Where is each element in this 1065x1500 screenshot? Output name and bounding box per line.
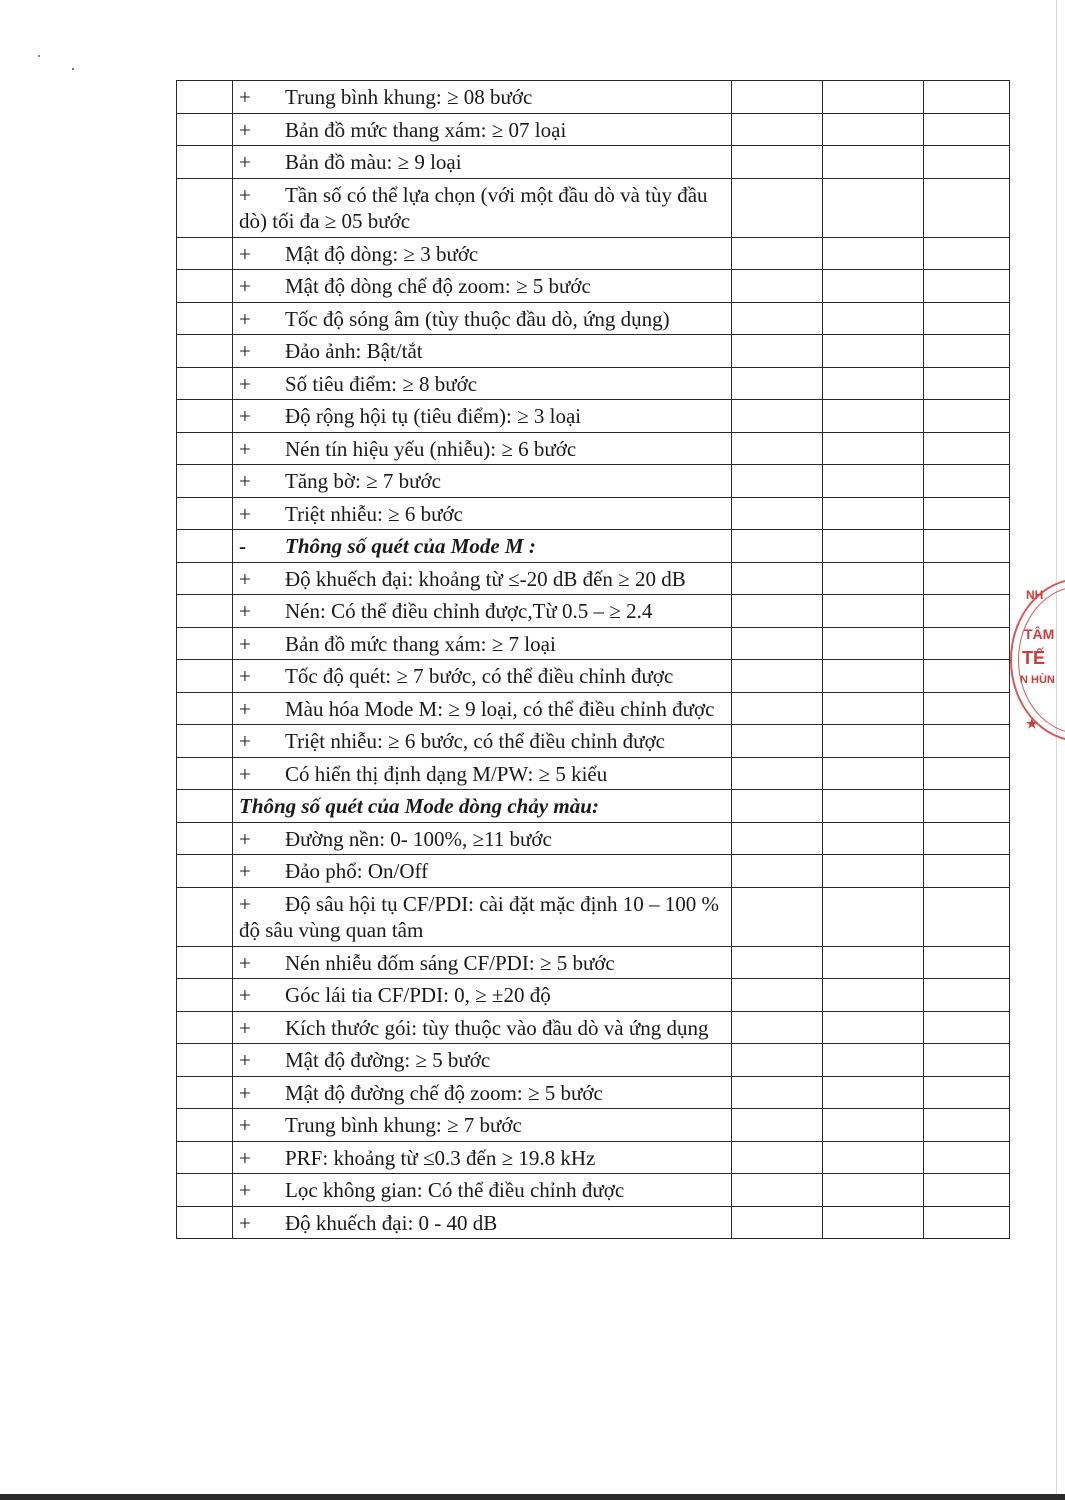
- spec-text: Đảo ảnh: Bật/tắt: [285, 339, 423, 363]
- empty-cell: [732, 237, 823, 270]
- description-cell: [233, 1044, 732, 1077]
- table-row: [177, 113, 1010, 146]
- empty-cell: [924, 562, 1010, 595]
- index-cell: [177, 1076, 233, 1109]
- description-cell: [233, 660, 732, 693]
- plus-bullet: +: [239, 1113, 251, 1137]
- spec-text: Nén nhiễu đốm sáng CF/PDI: ≥ 5 bước: [285, 950, 615, 975]
- spec-text: Lọc không gian: Có thể điều chỉnh được: [285, 1178, 625, 1202]
- table-row: [177, 1174, 1010, 1207]
- empty-cell: [823, 432, 924, 465]
- index-cell: [177, 595, 233, 628]
- empty-cell: [823, 367, 924, 400]
- index-cell: [177, 757, 233, 790]
- empty-cell: [823, 400, 924, 433]
- empty-cell: [732, 1109, 823, 1142]
- empty-cell: [823, 465, 924, 498]
- table-row: [177, 367, 1010, 400]
- plus-bullet: +: [239, 241, 251, 266]
- plus-bullet: +: [239, 566, 251, 591]
- plus-bullet: +: [239, 983, 251, 1007]
- empty-cell: [732, 1141, 823, 1174]
- index-cell: [177, 432, 233, 465]
- table-row: [177, 1206, 1010, 1239]
- empty-cell: [924, 335, 1010, 368]
- index-cell: [177, 790, 233, 823]
- description-cell: [233, 1076, 732, 1109]
- index-cell: [177, 979, 233, 1012]
- table-row: [177, 1109, 1010, 1142]
- table-row: [177, 497, 1010, 530]
- empty-cell: [823, 237, 924, 270]
- empty-cell: [823, 757, 924, 790]
- stamp-text: N HÙN: [1020, 674, 1055, 686]
- empty-cell: [732, 627, 823, 660]
- empty-cell: [732, 979, 823, 1012]
- empty-cell: [732, 81, 823, 114]
- empty-cell: [823, 1206, 924, 1239]
- empty-cell: [924, 757, 1010, 790]
- index-cell: [177, 367, 233, 400]
- description-cell: [233, 113, 732, 146]
- empty-cell: [924, 725, 1010, 758]
- plus-bullet: +: [239, 826, 251, 851]
- empty-cell: [732, 1044, 823, 1077]
- empty-cell: [732, 757, 823, 790]
- plus-bullet: +: [239, 1015, 251, 1040]
- table-row: [177, 178, 1010, 237]
- empty-cell: [924, 822, 1010, 855]
- description-cell: [233, 790, 732, 823]
- empty-cell: [924, 530, 1010, 563]
- empty-cell: [732, 887, 823, 946]
- description-cell: [233, 1141, 732, 1174]
- index-cell: [177, 237, 233, 270]
- empty-cell: [823, 335, 924, 368]
- plus-bullet: +: [239, 436, 251, 461]
- empty-cell: [732, 595, 823, 628]
- description-cell: [233, 946, 732, 979]
- index-cell: [177, 1109, 233, 1142]
- empty-cell: [924, 692, 1010, 725]
- empty-cell: [823, 595, 924, 628]
- plus-bullet: +: [239, 85, 251, 109]
- description-cell: [233, 81, 732, 114]
- empty-cell: [823, 1044, 924, 1077]
- index-cell: [177, 562, 233, 595]
- empty-cell: [823, 1141, 924, 1174]
- index-cell: [177, 270, 233, 303]
- stamp-text: TẾ: [1022, 648, 1046, 668]
- plus-bullet: +: [239, 599, 251, 623]
- table-row: [177, 432, 1010, 465]
- index-cell: [177, 1011, 233, 1044]
- description-cell: [233, 887, 732, 946]
- spec-text: Bản đồ màu: ≥ 9 loại: [285, 150, 462, 174]
- description-cell: [233, 627, 732, 660]
- plus-bullet: +: [239, 117, 251, 142]
- empty-cell: [823, 1011, 924, 1044]
- plus-bullet: +: [239, 501, 251, 526]
- plus-bullet: +: [239, 1210, 251, 1235]
- empty-cell: [924, 979, 1010, 1012]
- index-cell: [177, 497, 233, 530]
- table-row: [177, 562, 1010, 595]
- scan-speck: [38, 55, 40, 57]
- empty-cell: [732, 790, 823, 823]
- spec-text: Triệt nhiễu: ≥ 6 bước, có thể điều chỉnh được: [285, 729, 665, 753]
- empty-cell: [924, 113, 1010, 146]
- description-cell: [233, 146, 732, 179]
- index-cell: [177, 1206, 233, 1239]
- empty-cell: [924, 1076, 1010, 1109]
- empty-cell: [823, 692, 924, 725]
- description-cell: [233, 822, 732, 855]
- plus-bullet: +: [239, 404, 251, 428]
- empty-cell: [924, 660, 1010, 693]
- empty-cell: [823, 1076, 924, 1109]
- empty-cell: [732, 497, 823, 530]
- spec-text: Độ sâu hội tụ CF/PDI: cài đặt mặc định 10 – 100 % độ sâu vùng quan tâm: [239, 891, 719, 942]
- empty-cell: [924, 1206, 1010, 1239]
- section-heading-row: [177, 790, 1010, 823]
- empty-cell: [924, 400, 1010, 433]
- description-cell: [233, 595, 732, 628]
- empty-cell: [823, 530, 924, 563]
- spec-text: Trung bình khung: ≥ 7 bước: [285, 1113, 522, 1137]
- empty-cell: [823, 302, 924, 335]
- index-cell: [177, 855, 233, 888]
- empty-cell: [823, 178, 924, 237]
- spec-text: Mật độ dòng: ≥ 3 bước: [285, 241, 479, 266]
- spec-text: Mật độ đường chế độ zoom: ≥ 5 bước: [285, 1080, 603, 1105]
- index-cell: [177, 113, 233, 146]
- table-row: [177, 1141, 1010, 1174]
- stamp-star-icon: ★: [1026, 716, 1038, 731]
- section-heading-row: [177, 530, 1010, 563]
- plus-bullet: +: [239, 631, 251, 656]
- table-row: [177, 757, 1010, 790]
- empty-cell: [732, 302, 823, 335]
- spec-text: Đảo phổ: On/Off: [285, 859, 429, 883]
- description-cell: [233, 725, 732, 758]
- empty-cell: [924, 1011, 1010, 1044]
- spec-text: Triệt nhiễu: ≥ 6 bước: [285, 501, 463, 526]
- empty-cell: [732, 367, 823, 400]
- empty-cell: [924, 1174, 1010, 1207]
- empty-cell: [823, 660, 924, 693]
- index-cell: [177, 335, 233, 368]
- empty-cell: [924, 178, 1010, 237]
- table-row: [177, 855, 1010, 888]
- empty-cell: [924, 595, 1010, 628]
- table-row: [177, 725, 1010, 758]
- empty-cell: [732, 660, 823, 693]
- description-cell: [233, 757, 732, 790]
- description-cell: [233, 270, 732, 303]
- spec-text: Mật độ dòng chế độ zoom: ≥ 5 bước: [285, 274, 591, 298]
- table-row: [177, 270, 1010, 303]
- spec-text: Nén: Có thể điều chỉnh được,Từ 0.5 – ≥ 2.4: [285, 599, 653, 623]
- section-heading-text: Thông số quét của Mode M :: [285, 534, 536, 558]
- spec-text: Màu hóa Mode M: ≥ 9 loại, có thể điều chỉnh được: [285, 696, 715, 721]
- page-edge: [1056, 0, 1057, 1500]
- empty-cell: [732, 400, 823, 433]
- empty-cell: [823, 790, 924, 823]
- spec-text: Nén tín hiệu yếu (nhiễu): ≥ 6 bước: [285, 436, 577, 461]
- section-heading-text: Thông số quét của Mode dòng chảy màu:: [239, 794, 599, 818]
- spec-text: Bản đồ mức thang xám: ≥ 07 loại: [285, 117, 567, 142]
- empty-cell: [924, 497, 1010, 530]
- plus-bullet: +: [239, 274, 251, 298]
- table-row: [177, 1076, 1010, 1109]
- spec-text: Độ rộng hội tụ (tiêu điểm): ≥ 3 loại: [285, 404, 582, 428]
- empty-cell: [732, 855, 823, 888]
- empty-cell: [823, 497, 924, 530]
- index-cell: [177, 692, 233, 725]
- index-cell: [177, 146, 233, 179]
- empty-cell: [924, 790, 1010, 823]
- red-seal-stamp: [1010, 578, 1065, 742]
- heading-dash: -: [239, 534, 246, 558]
- empty-cell: [732, 146, 823, 179]
- empty-cell: [823, 627, 924, 660]
- spec-text: Tốc độ sóng âm (tùy thuộc đầu dò, ứng dụng): [285, 306, 670, 331]
- empty-cell: [823, 887, 924, 946]
- index-cell: [177, 660, 233, 693]
- spec-text: Có hiển thị định dạng M/PW: ≥ 5 kiểu: [285, 761, 608, 786]
- plus-bullet: +: [239, 891, 251, 916]
- index-cell: [177, 946, 233, 979]
- empty-cell: [823, 81, 924, 114]
- table-row: [177, 335, 1010, 368]
- index-cell: [177, 302, 233, 335]
- empty-cell: [823, 1174, 924, 1207]
- empty-cell: [732, 1174, 823, 1207]
- description-cell: [233, 692, 732, 725]
- spec-text: Bản đồ mức thang xám: ≥ 7 loại: [285, 631, 556, 656]
- empty-cell: [823, 270, 924, 303]
- description-cell: [233, 400, 732, 433]
- description-cell: [233, 1011, 732, 1044]
- table-row: [177, 946, 1010, 979]
- spec-text: Đường nền: 0- 100%, ≥11 bước: [285, 826, 552, 851]
- empty-cell: [732, 178, 823, 237]
- empty-cell: [924, 855, 1010, 888]
- description-cell: [233, 855, 732, 888]
- scan-bottom-edge: [0, 1494, 1065, 1500]
- plus-bullet: +: [239, 1080, 251, 1105]
- table-row: [177, 627, 1010, 660]
- description-cell: [233, 497, 732, 530]
- plus-bullet: +: [239, 306, 251, 331]
- empty-cell: [732, 692, 823, 725]
- plus-bullet: +: [239, 1048, 251, 1072]
- empty-cell: [924, 627, 1010, 660]
- empty-cell: [823, 562, 924, 595]
- empty-cell: [732, 725, 823, 758]
- empty-cell: [924, 302, 1010, 335]
- plus-bullet: +: [239, 950, 251, 975]
- index-cell: [177, 178, 233, 237]
- empty-cell: [924, 1044, 1010, 1077]
- description-cell: [233, 979, 732, 1012]
- index-cell: [177, 822, 233, 855]
- description-cell: [233, 335, 732, 368]
- index-cell: [177, 887, 233, 946]
- empty-cell: [732, 822, 823, 855]
- empty-cell: [732, 465, 823, 498]
- table-row: [177, 237, 1010, 270]
- table-row: [177, 1044, 1010, 1077]
- empty-cell: [732, 335, 823, 368]
- empty-cell: [732, 270, 823, 303]
- empty-cell: [732, 1206, 823, 1239]
- stamp-text: TÂM: [1024, 626, 1055, 642]
- scan-speck: [72, 68, 74, 70]
- spec-text: Kích thước gói: tùy thuộc vào đầu dò và ứng dụng: [285, 1015, 709, 1040]
- empty-cell: [823, 1109, 924, 1142]
- table-row: [177, 979, 1010, 1012]
- table-row: [177, 822, 1010, 855]
- index-cell: [177, 530, 233, 563]
- table-row: [177, 146, 1010, 179]
- spec-text: Trung bình khung: ≥ 08 bước: [285, 85, 533, 109]
- description-cell: [233, 465, 732, 498]
- description-cell: [233, 562, 732, 595]
- index-cell: [177, 1141, 233, 1174]
- description-cell: [233, 1206, 732, 1239]
- description-cell: [233, 432, 732, 465]
- table-row: [177, 595, 1010, 628]
- table-row: [177, 81, 1010, 114]
- index-cell: [177, 627, 233, 660]
- plus-bullet: +: [239, 729, 251, 753]
- spec-text: Tần số có thể lựa chọn (với một đầu dò và tùy đầu dò) tối đa ≥ 05 bước: [239, 182, 708, 233]
- empty-cell: [924, 465, 1010, 498]
- empty-cell: [823, 146, 924, 179]
- index-cell: [177, 400, 233, 433]
- empty-cell: [924, 146, 1010, 179]
- plus-bullet: +: [239, 664, 251, 688]
- empty-cell: [924, 1141, 1010, 1174]
- index-cell: [177, 1174, 233, 1207]
- plus-bullet: +: [239, 182, 251, 207]
- specification-table-body: [177, 81, 1010, 1239]
- index-cell: [177, 81, 233, 114]
- spec-text: Tăng bờ: ≥ 7 bước: [285, 469, 441, 493]
- empty-cell: [732, 946, 823, 979]
- spec-text: Số tiêu điểm: ≥ 8 bước: [285, 371, 478, 396]
- empty-cell: [732, 1011, 823, 1044]
- empty-cell: [823, 822, 924, 855]
- plus-bullet: +: [239, 339, 251, 363]
- plus-bullet: +: [239, 469, 251, 493]
- plus-bullet: +: [239, 859, 251, 883]
- plus-bullet: +: [239, 761, 251, 786]
- empty-cell: [924, 946, 1010, 979]
- specification-table: [176, 80, 1010, 1239]
- empty-cell: [823, 855, 924, 888]
- table-row: [177, 660, 1010, 693]
- stamp-text: NH: [1026, 588, 1044, 602]
- plus-bullet: +: [239, 371, 251, 396]
- empty-cell: [732, 113, 823, 146]
- description-cell: [233, 530, 732, 563]
- index-cell: [177, 465, 233, 498]
- plus-bullet: +: [239, 1178, 251, 1202]
- empty-cell: [823, 979, 924, 1012]
- description-cell: [233, 1174, 732, 1207]
- table-row: [177, 692, 1010, 725]
- spec-text: Độ khuếch đại: 0 - 40 dB: [285, 1210, 498, 1235]
- table-row: [177, 302, 1010, 335]
- empty-cell: [924, 887, 1010, 946]
- plus-bullet: +: [239, 1145, 251, 1170]
- empty-cell: [732, 432, 823, 465]
- description-cell: [233, 302, 732, 335]
- plus-bullet: +: [239, 696, 251, 721]
- description-cell: [233, 178, 732, 237]
- empty-cell: [732, 1076, 823, 1109]
- plus-bullet: +: [239, 150, 251, 174]
- empty-cell: [732, 562, 823, 595]
- spec-text: Góc lái tia CF/PDI: 0, ≥ ±20 độ: [285, 983, 551, 1007]
- index-cell: [177, 725, 233, 758]
- empty-cell: [732, 530, 823, 563]
- table-row: [177, 465, 1010, 498]
- empty-cell: [823, 725, 924, 758]
- spec-text: Mật độ đường: ≥ 5 bước: [285, 1048, 491, 1072]
- description-cell: [233, 367, 732, 400]
- empty-cell: [823, 113, 924, 146]
- empty-cell: [924, 432, 1010, 465]
- empty-cell: [924, 237, 1010, 270]
- description-cell: [233, 1109, 732, 1142]
- empty-cell: [924, 1109, 1010, 1142]
- description-cell: [233, 237, 732, 270]
- index-cell: [177, 1044, 233, 1077]
- table-row: [177, 887, 1010, 946]
- empty-cell: [924, 81, 1010, 114]
- spec-text: Tốc độ quét: ≥ 7 bước, có thể điều chỉnh được: [285, 664, 674, 688]
- empty-cell: [924, 270, 1010, 303]
- table-row: [177, 1011, 1010, 1044]
- table-row: [177, 400, 1010, 433]
- spec-text: Độ khuếch đại: khoảng từ ≤-20 dB đến ≥ 20 dB: [285, 566, 686, 591]
- empty-cell: [924, 367, 1010, 400]
- empty-cell: [823, 946, 924, 979]
- spec-text: PRF: khoảng từ ≤0.3 đến ≥ 19.8 kHz: [285, 1145, 596, 1170]
